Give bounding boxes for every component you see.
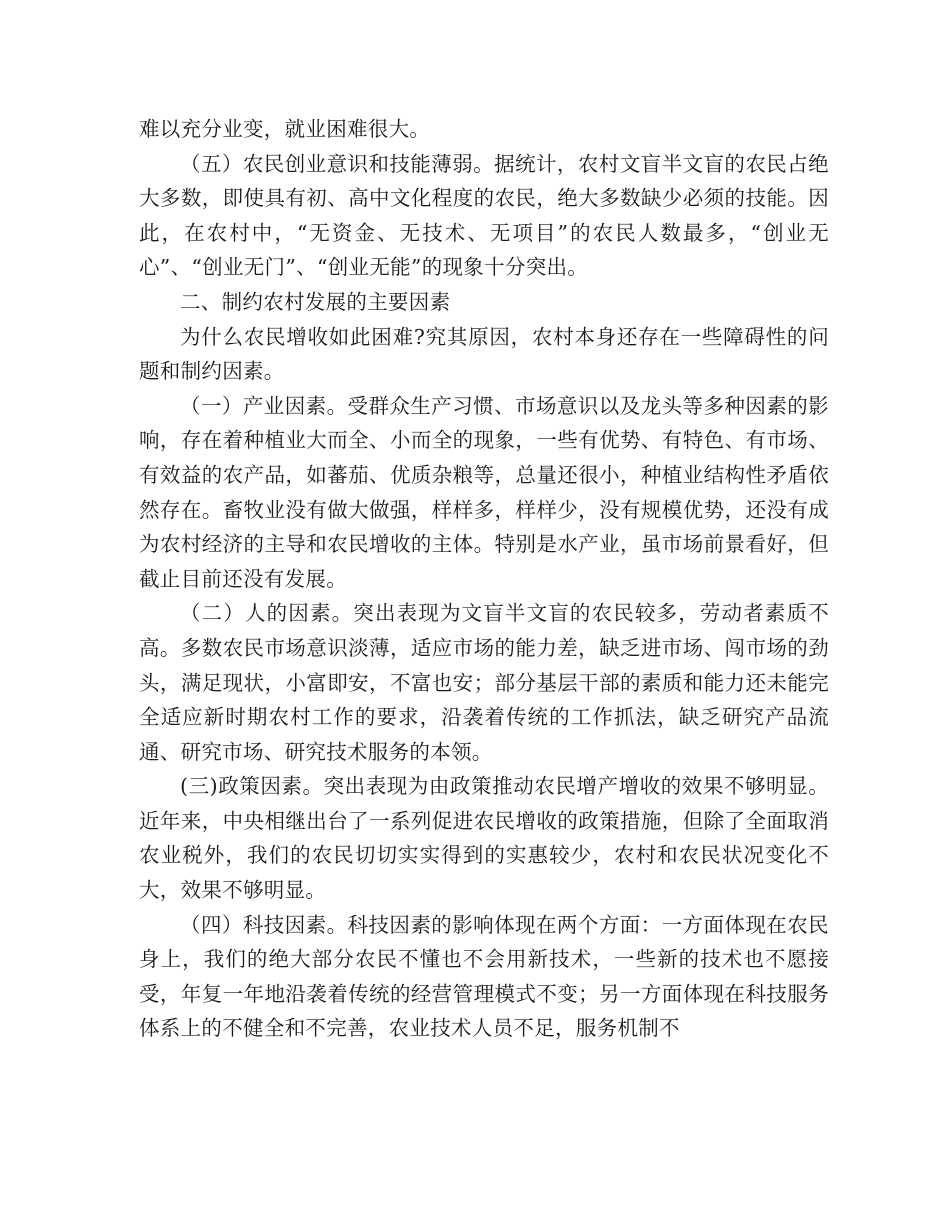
section-heading: 二、制约农村发展的主要因素 bbox=[180, 289, 451, 314]
document-body bbox=[139, 112, 829, 1046]
paragraph-continuation: 难以充分业变，就业困难很大。 bbox=[139, 117, 431, 141]
paragraph-policy-factor: (三)政策因素。突出表现为由政策推动农民增产增收的效果不够明显。近年来，中央相继出台了一系列促进农民增收的政策措施，但除了全面取消农业税外，我们的农民切切实实得到的实惠较少，农村和农民状况变化不大，效果不够明显。 bbox=[139, 774, 829, 903]
paragraph-intro: 为什么农民增收如此困难?究其原因，农村本身还存在一些障碍性的问题和制约因素。 bbox=[139, 324, 829, 384]
paragraph-technology-factor: （四）科技因素。科技因素的影响体现在两个方面：一方面体现在农民身上，我们的绝大部分农民不懂也不会用新技术，一些新的技术也不愿接受，年复一年地沿袭着传统的经营管理模式不变；另一方面体现在科技服务体系上的不健全和不完善，农业技术人员不足，服务机制不 bbox=[139, 912, 829, 1041]
paragraph-human-factor: （二）人的因素。突出表现为文盲半文盲的农民较多，劳动者素质不高。多数农民市场意识淡薄，适应市场的能力差，缺乏进市场、闯市场的劲头，满足现状，小富即安，不富也安；部分基层干部的素质和能力还未能完全适应新时期农村工作的要求，沿袭着传统的工作抓法，缺乏研究产品流通、研究市场、研究技术服务的本领。 bbox=[139, 601, 829, 764]
paragraph-section-5: （五）农民创业意识和技能薄弱。据统计，农村文盲半文盲的农民占绝大多数，即使具有初、高中文化程度的农民，绝大多数缺少必须的技能。因此，在农村中，“无资金、无技术、无项目”的农民人数最多，“创业无心”、“创业无门”、“创业无能”的现象十分突出。 bbox=[139, 151, 829, 280]
paragraph-industry-factor: （一）产业因素。受群众生产习惯、市场意识以及龙头等多种因素的影响，存在着种植业大而全、小而全的现象，一些有优势、有特色、有市场、有效益的农产品，如蕃茄、优质杂粮等，总量还很小，种植业结构性矛盾依然存在。畜牧业没有做大做强，样样多，样样少，没有规模优势，还没有成为农村经济的主导和农民增收的主体。特别是水产业，虽市场前景看好，但截止目前还没有发展。 bbox=[139, 393, 829, 591]
